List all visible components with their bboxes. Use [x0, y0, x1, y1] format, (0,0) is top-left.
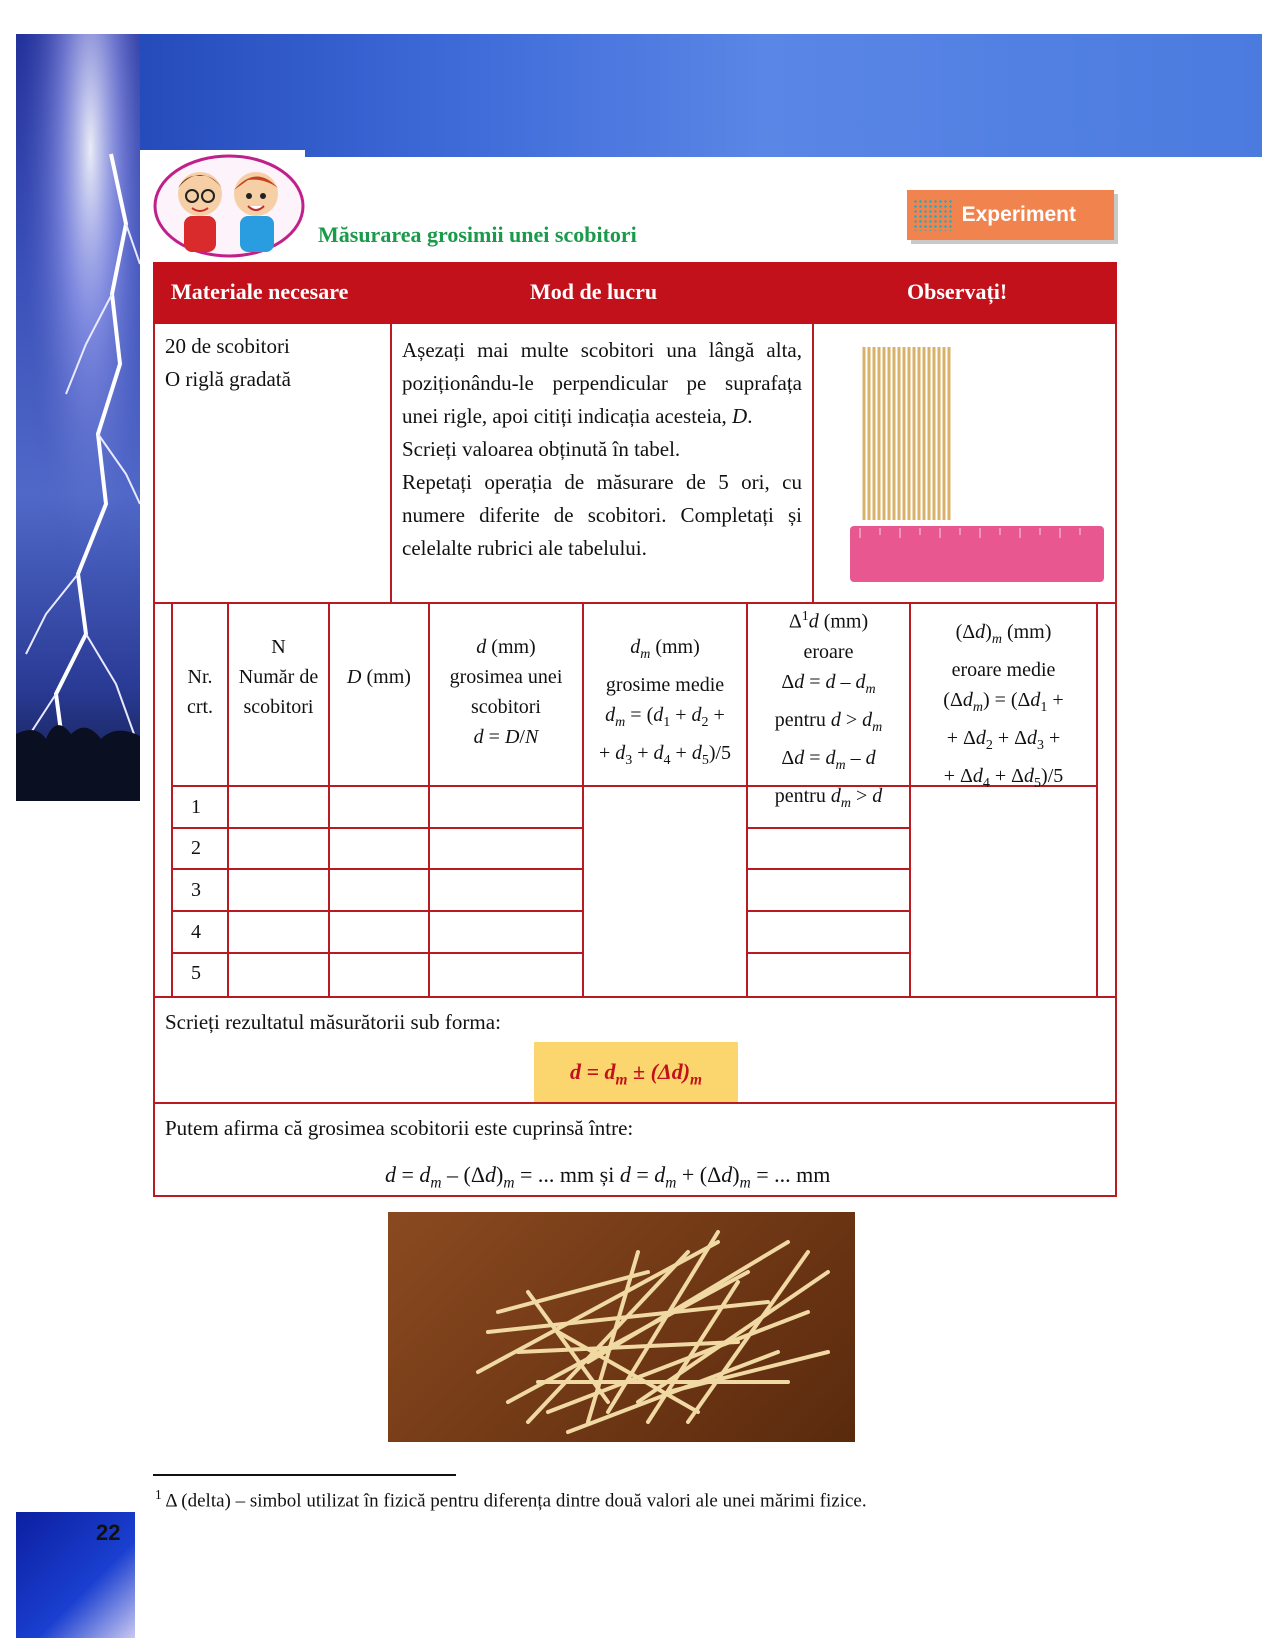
- col-d-header: d (mm) grosimea unei scobitori d = D/N: [449, 636, 563, 748]
- table-line: [171, 910, 584, 912]
- variable-D: D: [732, 404, 748, 428]
- page-number: 22: [96, 1520, 121, 1545]
- col-mean-error-header: $(\Delta d)_m$ (mm) eroare medie $(\Delta d_m) = (\Delta d_1$ + + $\Delta d_2 + \Delta d_3$ + + $\Delta d_4 + \Delta d_5)/5$: [943, 621, 1064, 791]
- result-formula: $d = d_m \pm (\Delta d)_m$: [534, 1042, 738, 1102]
- row-number: 1: [191, 796, 201, 818]
- table-line: [171, 952, 584, 954]
- lightning-image: [16, 34, 140, 801]
- conclusion-formula: $d = d_m - (\Delta d)_m$ = ... mm și $d = d_m + (\Delta d)_m$ = ... mm: [385, 1162, 831, 1192]
- col-delta-unit: (mm): [823, 610, 869, 633]
- material-item: O riglă gradată: [165, 367, 291, 391]
- footnote: [155, 1487, 867, 1512]
- table-line: [1096, 604, 1098, 998]
- table-line: [746, 827, 911, 829]
- toothpicks-ruler-image: [850, 345, 1106, 585]
- method-line: Așezați mai multe scobitori una lângă alta, poziționându-le perpendicular pe suprafața unei rigle, apoi citiți indicația acesteia,: [402, 338, 802, 428]
- col-mean-error-unit: (mm): [1006, 621, 1052, 643]
- table-header: [153, 262, 1117, 324]
- header-method: Mod de lucru: [530, 279, 658, 304]
- material-item: 20 de scobitori: [165, 334, 290, 358]
- footnote-divider: [153, 1474, 456, 1476]
- col-n-symbol: N: [271, 636, 286, 658]
- method-line: Repetați operația de măsurare de 5 ori, cu numere diferite de scobitori. Completați și celelalte rubrici ale tabelului.: [402, 470, 802, 560]
- col-delta-label: eroare: [803, 640, 854, 663]
- row-number: 2: [191, 837, 201, 859]
- table-line: [746, 910, 911, 912]
- conclusion-value-upper: ... mm: [774, 1162, 831, 1187]
- method-line: Scrieți valoarea obținută în tabel.: [402, 437, 681, 461]
- lightning-bolt-graphic: [16, 34, 140, 801]
- table-line: [171, 868, 584, 870]
- col-dm-header: $d_m$ (mm) grosime medie $d_m = (d_1 + d_2$ + + $d_3 + d_4 + d_5)/5$: [598, 636, 732, 768]
- col-dm-unit: (mm): [655, 636, 700, 658]
- row-number: 4: [191, 921, 201, 943]
- divider: [812, 324, 814, 604]
- top-banner: [16, 34, 1262, 157]
- col-n-label: Număr de scobitori: [238, 666, 319, 718]
- row-number: 3: [191, 879, 201, 901]
- col-nr-header: Nr. crt.: [186, 666, 214, 718]
- col-d-label: grosimea unei scobitori: [449, 666, 563, 718]
- col-D-unit: (mm): [366, 666, 411, 688]
- row-number: 5: [191, 962, 201, 984]
- divider: [153, 1102, 1117, 1104]
- table-line: [746, 868, 911, 870]
- experiment-badge: [907, 190, 1114, 240]
- col-mean-error-label: eroare medie: [951, 659, 1056, 681]
- table-line: [153, 996, 1117, 998]
- footnote-mark: 1: [155, 1487, 162, 1502]
- table-line: [746, 952, 911, 954]
- col-D-header: D (mm): [347, 666, 411, 688]
- method-text: Așezați mai multe scobitori una lângă alta, poziționându-le perpendicular pe suprafața unei rigle, apoi citiți indicația acesteia, D. Scrieți valoarea obținută în tabel. Repetați operația de măsurare de 5 ori, cu numere diferite de scobitori. Completați și celelalte rubrici ale tabelului.: [402, 338, 802, 560]
- dots-icon: [913, 199, 953, 231]
- col-n-header: [229, 632, 328, 722]
- table-line: [171, 827, 584, 829]
- col-d-unit: (mm): [491, 636, 536, 658]
- divider: [153, 602, 1117, 604]
- header-observe: Observați!: [907, 279, 1008, 304]
- page-title: Măsurarea grosimii unei scobitori: [318, 222, 637, 247]
- experiment-label: Experiment: [961, 203, 1076, 226]
- result-label: Scrieți rezultatul măsurătorii sub forma:: [165, 1010, 501, 1034]
- conclusion-value-lower: ... mm: [537, 1162, 595, 1187]
- toothpicks-photo: [388, 1212, 855, 1442]
- conclusion-label: Putem afirma că grosimea scobitorii este cuprinsă între:: [165, 1116, 634, 1140]
- kids-illustration: [152, 152, 307, 260]
- footnote-text: Δ (delta) – simbol utilizat în fizică pentru diferența dintre două valori ale unei mărimi fizice.: [165, 1490, 867, 1512]
- divider: [390, 324, 392, 604]
- col-dm-label: grosime medie: [605, 674, 725, 696]
- col-delta-header: $\Delta^1d$ (mm) eroare $\Delta d = d - d_m$ pentru $d > d_m$ $\Delta d = d_m - d$ pentru $d_m > d$: [774, 609, 883, 811]
- header-materials: Materiale necesare: [171, 279, 349, 304]
